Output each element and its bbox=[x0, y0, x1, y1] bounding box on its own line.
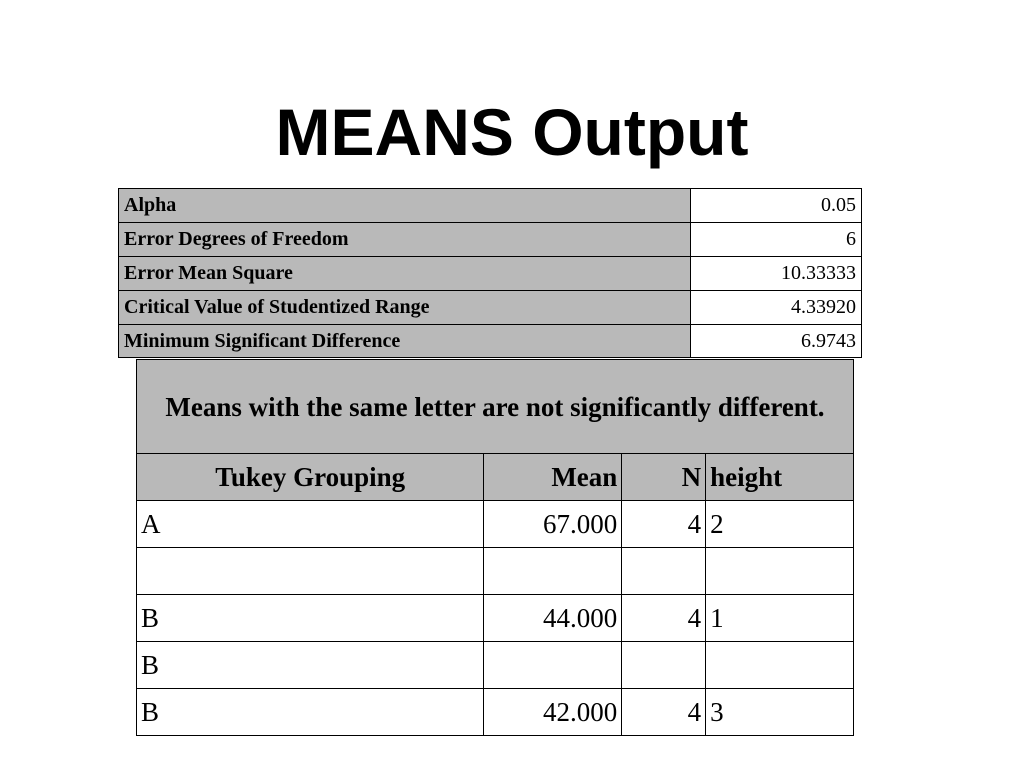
stat-label: Critical Value of Studentized Range bbox=[119, 291, 691, 325]
stats-row-min-sig-diff bbox=[119, 325, 862, 358]
stat-label: Alpha bbox=[119, 189, 691, 223]
column-header-n: N bbox=[622, 454, 706, 501]
group-letter: B bbox=[137, 595, 484, 642]
stat-value: 6.9743 bbox=[691, 325, 862, 358]
stats-row-alpha bbox=[119, 189, 862, 223]
group-letter: B bbox=[137, 642, 484, 689]
n-value: 4 bbox=[622, 501, 706, 548]
grouping-note-row bbox=[137, 360, 854, 454]
mean-value: 67.000 bbox=[484, 501, 622, 548]
height-value bbox=[706, 548, 854, 595]
n-value bbox=[622, 548, 706, 595]
height-value: 3 bbox=[706, 689, 854, 736]
height-value: 1 bbox=[706, 595, 854, 642]
table-row bbox=[137, 595, 854, 642]
slide-title: MEANS Output bbox=[275, 95, 749, 169]
stat-value: 6 bbox=[691, 223, 862, 257]
n-value: 4 bbox=[622, 689, 706, 736]
stat-value: 10.33333 bbox=[691, 257, 862, 291]
mean-value: 44.000 bbox=[484, 595, 622, 642]
tukey-grouping-table bbox=[136, 359, 854, 736]
column-header-tukey-grouping: Tukey Grouping bbox=[137, 454, 484, 501]
stat-label: Error Mean Square bbox=[119, 257, 691, 291]
stats-row-error-df bbox=[119, 223, 862, 257]
stat-value: 0.05 bbox=[691, 189, 862, 223]
mean-value: 42.000 bbox=[484, 689, 622, 736]
mean-value bbox=[484, 642, 622, 689]
grouping-header-row bbox=[137, 454, 854, 501]
table-row bbox=[137, 642, 854, 689]
group-letter bbox=[137, 548, 484, 595]
height-value: 2 bbox=[706, 501, 854, 548]
table-row bbox=[137, 689, 854, 736]
column-header-mean: Mean bbox=[484, 454, 622, 501]
stats-row-critical-value bbox=[119, 291, 862, 325]
grouping-note: Means with the same letter are not significantly different. bbox=[137, 360, 854, 454]
height-value bbox=[706, 642, 854, 689]
mean-value bbox=[484, 548, 622, 595]
n-value bbox=[622, 642, 706, 689]
anova-stats-table bbox=[118, 188, 862, 358]
group-letter: A bbox=[137, 501, 484, 548]
n-value: 4 bbox=[622, 595, 706, 642]
table-row bbox=[137, 548, 854, 595]
stat-label: Minimum Significant Difference bbox=[119, 325, 691, 358]
column-header-height: height bbox=[706, 454, 854, 501]
stat-label: Error Degrees of Freedom bbox=[119, 223, 691, 257]
group-letter: B bbox=[137, 689, 484, 736]
stat-value: 4.33920 bbox=[691, 291, 862, 325]
stats-row-error-mean-square bbox=[119, 257, 862, 291]
table-row bbox=[137, 501, 854, 548]
